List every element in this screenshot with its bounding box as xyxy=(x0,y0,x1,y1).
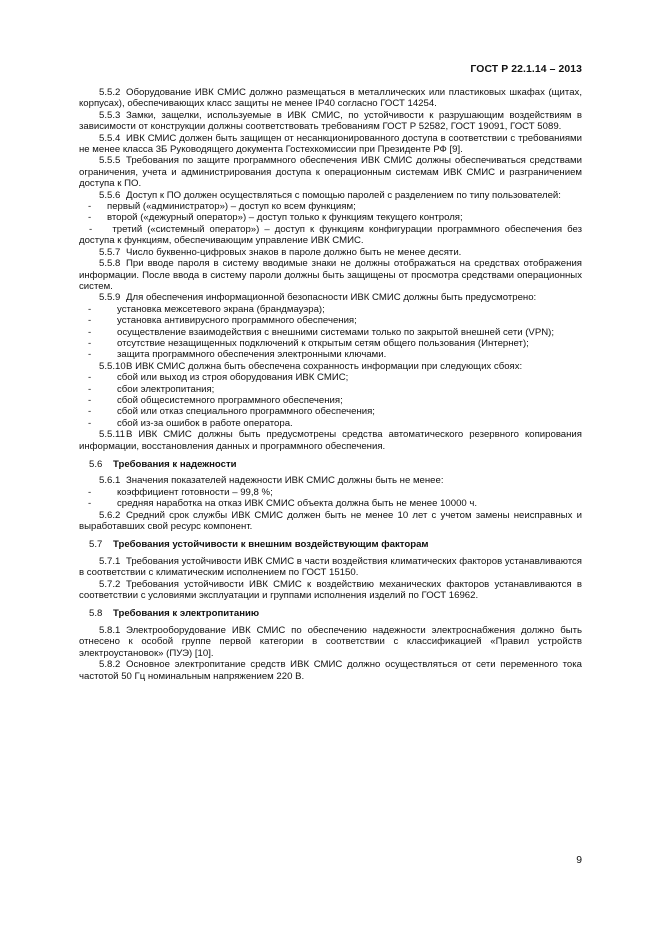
clause-5-8-2 xyxy=(79,659,582,682)
clause-5-7-2 xyxy=(79,579,582,602)
section-heading-5-7 xyxy=(89,539,582,550)
clause-number: 5.7.1 xyxy=(99,555,121,567)
list-item xyxy=(79,395,582,406)
list-item xyxy=(79,372,582,383)
list-marker: - xyxy=(88,372,92,384)
list-item xyxy=(79,406,582,417)
list-item-text: отсутствие незащищенных подключений к открытым сетям общего пользования (Интернет); xyxy=(117,337,529,349)
list-item xyxy=(79,304,582,315)
list-item-text: сбой или отказ специального программного обеспечения; xyxy=(117,406,375,418)
section-number: 5.7 xyxy=(89,539,103,551)
section-number: 5.6 xyxy=(89,459,103,470)
list-item xyxy=(79,349,582,360)
clause-5-5-9 xyxy=(79,292,582,303)
clause-5-6-1 xyxy=(79,475,582,486)
list-item xyxy=(79,418,582,429)
list-marker: - xyxy=(88,212,92,224)
list-item-text: средняя наработка на отказ ИВК СМИС объекта должна быть не менее 10000 ч. xyxy=(117,498,478,510)
list-marker: - xyxy=(88,315,92,327)
clause-5-7-1 xyxy=(79,556,582,579)
list-marker: - xyxy=(88,303,92,315)
clause-number: 5.8.2 xyxy=(99,659,121,671)
section-title: Требования к надежности xyxy=(113,459,237,470)
list-item-text: осуществление взаимодействия с внешними системами только по закрытой внешней сети (VPN); xyxy=(117,326,555,338)
list-item-text: установка межсетевого экрана (брандмауэра); xyxy=(117,303,325,315)
list-item-text: сбой из-за ошибок в работе оператора. xyxy=(117,417,293,429)
clause-number: 5.5.4 xyxy=(99,132,121,144)
list-marker: - xyxy=(88,326,92,338)
list-item xyxy=(79,338,582,349)
clause-5-5-6 xyxy=(79,190,582,201)
list-marker: - xyxy=(88,349,92,361)
list-item-text: защита программного обеспечения электронными ключами. xyxy=(117,349,387,361)
clause-5-5-3 xyxy=(79,110,582,133)
document-standard-number: ГОСТ Р 22.1.14 – 2013 xyxy=(470,64,582,75)
clause-number: 5.5.9 xyxy=(99,292,121,304)
clause-text: При вводе пароля в систему вводимые знаки не должны отображаться на средствах отображения информации. После ввода в систему пароли должны быть защищены от просмотра средствами операционных систем. xyxy=(79,258,582,292)
list-marker: - xyxy=(88,394,92,406)
clause-text: Средний срок службы ИВК СМИС должен быть не менее 10 лет с учетом замены неисправных и выработавших свой ресурс компонент. xyxy=(79,509,582,533)
clause-text: В ИВК СМИС должны быть предусмотрены средства автоматического резервного копирования информации, восстановления данных и программного обеспечения. xyxy=(79,429,582,452)
clause-5-6-2 xyxy=(79,510,582,533)
page-number: 9 xyxy=(576,855,582,866)
clause-number: 5.5.7 xyxy=(99,246,121,258)
list-marker: - xyxy=(88,417,92,429)
clause-number: 5.5.2 xyxy=(99,87,121,98)
list-marker: - xyxy=(88,201,92,213)
clause-text: ИВК СМИС должен быть защищен от несанкционированного доступа в соответствии с требованиями не менее класса 3Б Руководящего документа Гостехкомиссии при Президенте РФ [9]. xyxy=(79,132,582,156)
clause-text: Основное электропитание средств ИВК СМИС должно осуществляться от сети переменного тока частотой 50 Гц номинальным напряжением 220 В. xyxy=(79,659,582,682)
list-item xyxy=(79,224,582,247)
clause-number: 5.5.11 xyxy=(99,429,125,441)
list-item xyxy=(79,212,582,223)
list-marker: - xyxy=(88,383,92,395)
list-item-text: установка антивирусного программного обеспечения; xyxy=(117,315,357,327)
list-item xyxy=(79,487,582,498)
clause-5-5-10 xyxy=(79,361,582,372)
list-marker: - xyxy=(88,486,92,498)
clause-5-5-7 xyxy=(79,247,582,258)
clause-text: Оборудование ИВК СМИС должно размещаться в металлических или пластиковых шкафах (щитах, корпусах), обеспечивающих класс защиты не менее IP40 согласно ГОСТ 14254. xyxy=(79,87,582,110)
clause-text: Требования устойчивости ИВК СМИС к воздействию механических факторов устанавливаются в соответствии с условиями эксплуатации и группами исполнения изделий по ГОСТ 16962. xyxy=(79,578,582,602)
list-item-text: сбой или выход из строя оборудования ИВК СМИС; xyxy=(117,372,349,384)
clause-number: 5.5.5 xyxy=(99,155,121,167)
clause-number: 5.5.6 xyxy=(99,189,121,201)
list-item-text: первый («администратор») – доступ ко всем функциям; xyxy=(107,201,356,213)
list-item-text: второй («дежурный оператор») – доступ только к функциям текущего контроля; xyxy=(107,212,463,224)
clause-number: 5.6.2 xyxy=(99,509,121,521)
list-item xyxy=(79,498,582,509)
clause-number: 5.8.1 xyxy=(99,624,121,636)
section-title: Требования к электропитанию xyxy=(113,608,260,620)
list-item-text: коэффициент готовности – 99,8 %; xyxy=(117,486,273,498)
clause-text: Значения показателей надежности ИВК СМИС должны быть не менее: xyxy=(126,475,444,487)
clause-5-8-1 xyxy=(79,625,582,659)
clause-5-5-2 xyxy=(79,87,582,110)
clause-text: Требования по защите программного обеспечения ИВК СМИС должны обеспечиваться средствами ограничения, учета и администрирования доступа к операционным системам ИВК СМИС и разграничением доступа к ПО. xyxy=(79,155,582,190)
list-item xyxy=(79,327,582,338)
list-marker: - xyxy=(89,223,93,235)
clause-text: В ИВК СМИС должна быть обеспечена сохранность информации при следующих сбоях: xyxy=(126,360,523,372)
clause-5-5-5 xyxy=(79,155,582,189)
clause-text: Электрооборудование ИВК СМИС по обеспечению надежности электроснабжения должно быть отнесено к особой группе первой категории в соответствии с классификацией «Правил устройств электроустановок» (ПУЭ) [10]. xyxy=(79,624,582,659)
clause-text: Число буквенно-цифровых знаков в пароле должно быть не менее десяти. xyxy=(126,246,462,258)
list-item xyxy=(79,315,582,326)
list-item-text: сбои электропитания; xyxy=(117,383,215,395)
section-number: 5.8 xyxy=(89,608,103,620)
list-marker: - xyxy=(88,337,92,349)
clause-number: 5.5.10 xyxy=(99,360,126,372)
clause-text: Для обеспечения информационной безопасности ИВК СМИС должны быть предусмотрено: xyxy=(126,292,537,304)
clause-text: Доступ к ПО должен осуществляться с помощью паролей с разделением по типу пользователей: xyxy=(126,189,561,201)
list-item xyxy=(79,201,582,212)
list-item-text: сбой общесистемного программного обеспечения; xyxy=(117,394,343,406)
clause-text: Требования устойчивости ИВК СМИС в части воздействия климатических факторов устанавливаются в соответствии с климатическим исполнением по ГОСТ 15150. xyxy=(79,555,582,579)
clause-number: 5.5.8 xyxy=(99,258,121,270)
list-item xyxy=(79,384,582,395)
section-heading-5-8 xyxy=(89,608,582,619)
document-body xyxy=(79,87,582,682)
clause-5-5-8 xyxy=(79,258,582,292)
clause-number: 5.5.3 xyxy=(99,109,121,121)
clause-5-5-11 xyxy=(79,429,582,452)
section-title: Требования устойчивости к внешним воздействующим факторам xyxy=(113,539,429,551)
list-item-text: третий («системный оператор») – доступ к функциям конфигурации программного обеспечения без доступа к функциям, обеспечивающим управление ИВК СМИС. xyxy=(79,223,582,247)
clause-5-5-4 xyxy=(79,133,582,156)
clause-number: 5.7.2 xyxy=(99,578,121,590)
clause-text: Замки, защелки, используемые в ИВК СМИС, по устойчивости к разрушающим воздействиям в зависимости от конструкции должны соответствовать требованиям ГОСТ Р 52582, ГОСТ 19091, ГОСТ 5089. xyxy=(79,109,582,133)
section-heading-5-6 xyxy=(89,459,582,470)
list-marker: - xyxy=(88,498,92,510)
clause-number: 5.6.1 xyxy=(99,475,121,487)
list-marker: - xyxy=(88,406,92,418)
